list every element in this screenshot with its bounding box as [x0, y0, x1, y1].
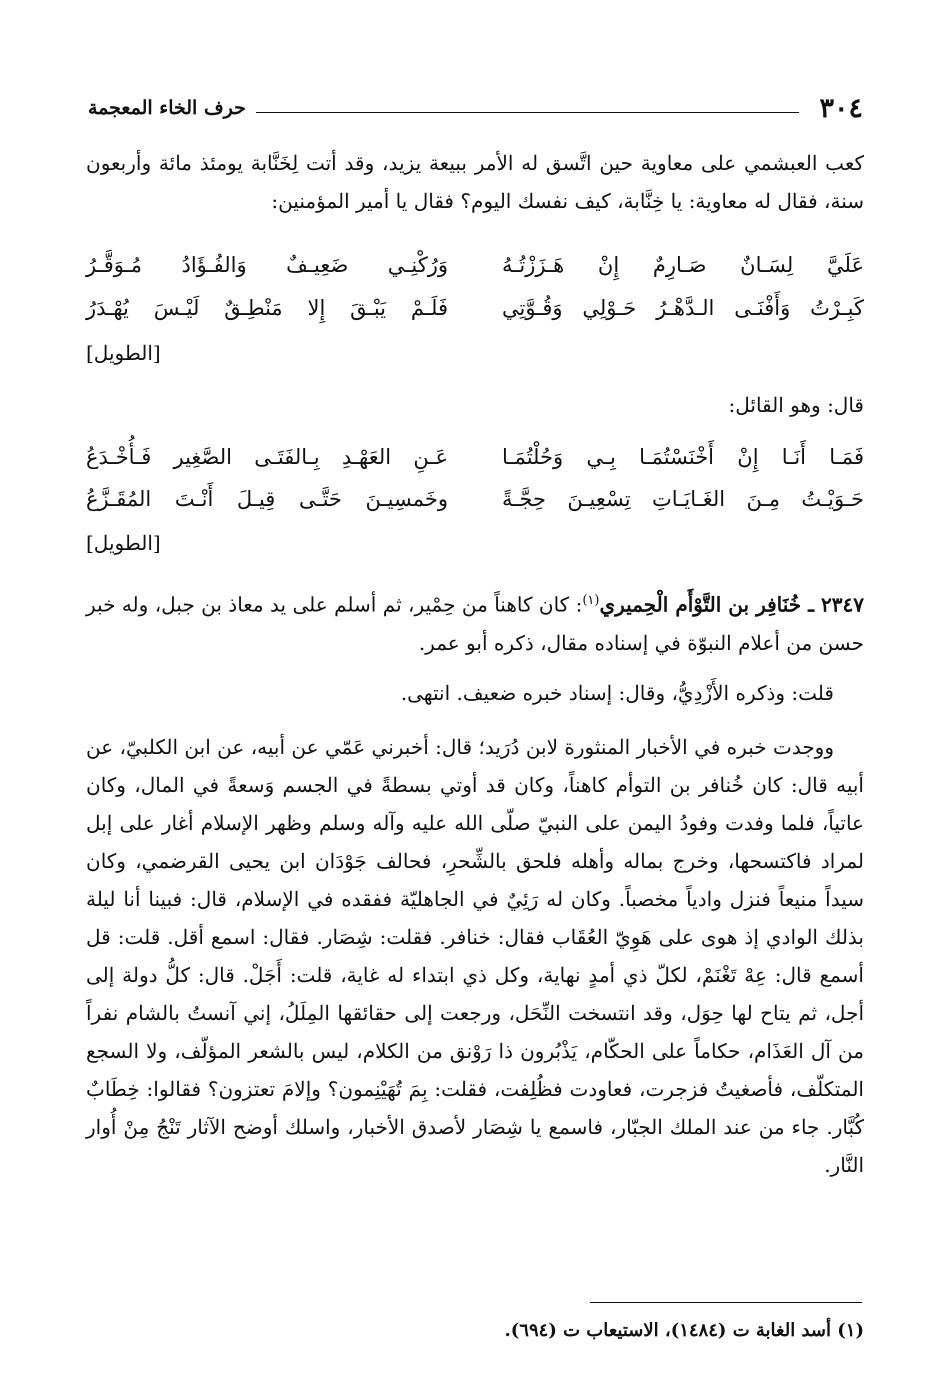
poem1-verse-2 — [86, 289, 864, 327]
poem1-meter: [الطويل] — [86, 341, 161, 365]
poem1-verse-1 — [86, 246, 864, 284]
verse-second-hemistich: وخَمسِيـنَ حَتَّـى قِيـلَ أَنْـتَ المُقَـزَّعُ — [86, 487, 448, 511]
verse-second-hemistich: وَرُكْنِـي ضَعِيـفٌ وَالفُـؤَادُ مُـوَقَّـرُ — [86, 253, 448, 277]
footnote-separator — [590, 1302, 862, 1303]
header-rule — [256, 112, 800, 113]
footnote: (١) أسد الغابة ت (١٤٨٤)، الاستيعاب ت (٦٩٤). — [504, 1320, 864, 1341]
verse-second-hemistich: فَلَـمْ يَبْـقَ إِلا مَنْطِـقٌ لَيْـسَ يُهْـدَرُ — [86, 296, 448, 320]
chapter-title: حرف الخاء المعجمة — [88, 97, 246, 119]
entry-paragraph — [86, 582, 864, 662]
footnote-marker: (١) — [582, 593, 600, 608]
running-header — [88, 90, 863, 126]
page-number: ٣٠٤ — [819, 92, 863, 124]
verse-second-hemistich: عَـنِ العَهْـدِ بِـالفَتَـى الصَّغِير فَـأُخْـدَعُ — [86, 445, 448, 469]
verse-first-hemistich: حَـوَيْـتُ مِـنَ الغَـايَـاتِ تِسْعِيـنَ حِجَّـةً — [502, 487, 864, 511]
verse-first-hemistich: عَلَيَّ لِسَـانٌ صَـارِمٌ إِنْ هَـزَزْتُـهُ — [502, 253, 864, 277]
said-line: قال: وهو القائل: — [728, 393, 864, 417]
story-paragraph: ووجدت خبره في الأخبار المنثورة لابن دُرَيد؛ قال: أخبرني عَمّي عن أبيه، عن ابن الكلبيّ، عن أبيه قال: كان خُنافر بن التوأم كاهناً، وكان قد أوتي بسطةً في الجسم وَسعةً في المال، وكان عاتياً، فلما وفدت وفودُ اليمن على النبيّ صلّى الله عليه وآله وسلم وظهر الإسلام أغار على إبل لمراد فاكتسحها، وخرج بماله وأهله فلحق بالشِّحرِ، فحالف جَوْدَان ابن يحيى القرضمي، وكان سيداً منيعاً فنزل وادياً مخصباً. وكان له رَئِيٌ في الجاهليّة ففقده في الإسلام، قال: فبينا أنا ليلة بذلك الوادي إذ هوى على هَوِيّ العُقَاب فقال: خنافر. فقلت: شِصَار. فقال: اسمع أقل. قلت: قل أسمع قال: عِهْ تَغْنَمْ، لكلّ ذي أمدٍ نهاية، وكل ذي ابتداء له غاية، قلت: أَجَلْ. قال: كلُّ دولة إلى أجل، ثم يتاح لها حِوَل، وقد انتسخت النِّحَل، ورجعت إلى حقائقها المِلَلُ، إني آنستُ بالشام نفراً من آل العَذَام، حكاماً على الحكّام، يَذْبُرون ذا رَوْنق من الكلام، ليس بالشعر المؤلّف، ولا السجع المتكلّف، فأصغيتُ فزجرت، فعاودت فظُلِفت، فقلت: بِمَ تُهَيْنِمون؟ وإلامَ تعتزون؟ فقالوا: خِطَابٌ كُبَّار. جاء من عند الملك الجبّار، فاسمع يا شِصَار لأصدق الأخبار، واسلك أوضح الآثار تَنْجُ مِنْ أُوار النَّار. — [86, 735, 864, 1177]
poem2-verse-2 — [86, 480, 864, 518]
verse-first-hemistich: كَبِـرْتُ وَأَفْنَـى الـدَّهْـرُ حَـوْلِي وَقُـوَّتِي — [502, 296, 864, 320]
verse-first-hemistich: فَمَـا أَنَـا إِنْ أَخْنَسْتُمَـا بِـي وَحُلْتُمَـا — [502, 445, 864, 469]
entry-heading: ٢٣٤٧ ـ خُنَافِر بن التَّوْأَم الْحِميري — [599, 592, 865, 617]
poem2-verse-1 — [86, 438, 864, 476]
azdi-note: قلت: وذكره الأَزْدِيُّ، وقال: إسناد خبره ضعيف. انتهى. — [400, 681, 834, 705]
poem2-meter: [الطويل] — [86, 531, 161, 555]
intro-paragraph: كعب العبشمي على معاوية حين اتَّسق له الأمر ببيعة يزيد، وقد أتت لِخَنَّابة يومئذ مائة وأربعون سنة، فقال له معاوية: يا خِنَّابة، كيف نفسك اليوم؟ فقال يا أمير المؤمنين: — [86, 151, 864, 213]
entry-text: : كان كاهناً من حِمْير، ثم أسلم على يد معاذ بن جبل، وله خبر حسن من أعلام النبوّة في إسناده مقال، ذكره أبو عمر. — [86, 592, 864, 655]
